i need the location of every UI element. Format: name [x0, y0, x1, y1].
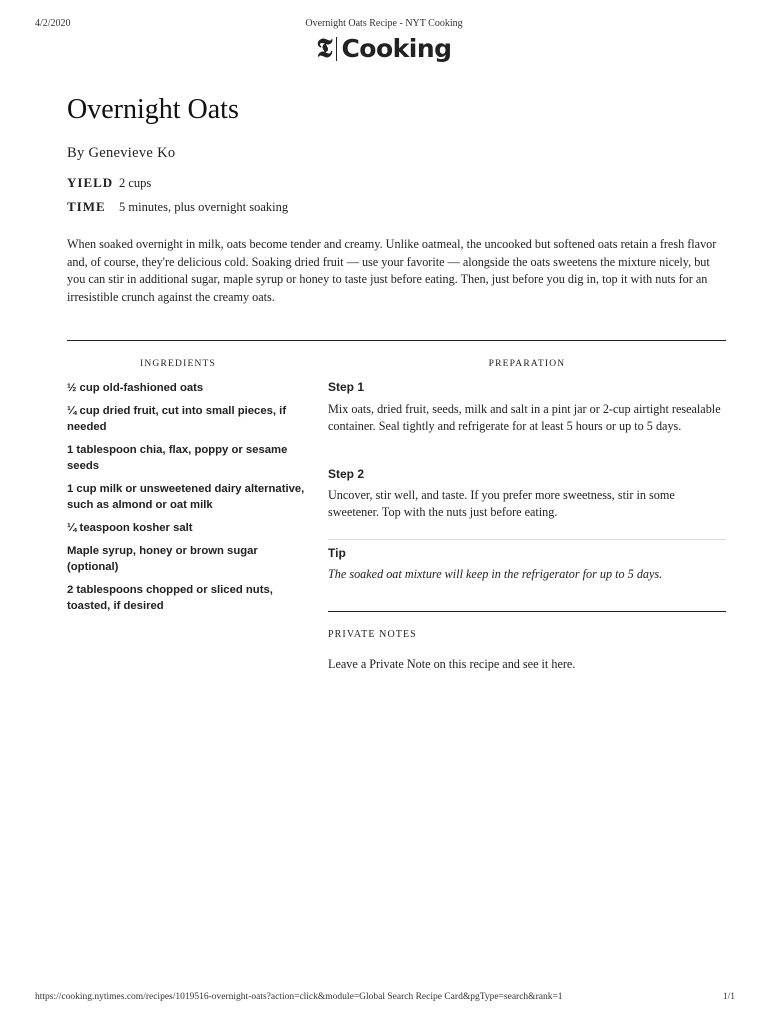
logo-divider [336, 37, 337, 61]
time-label: TIME [67, 199, 106, 214]
print-page-number: 1/1 [722, 992, 735, 1002]
step-1-title: Step 1 [328, 380, 365, 394]
recipe-intro: When soaked overnight in milk, oats become tender and creamy. Unlike oatmeal, the uncooked but softened oats retain a fresh flavor and, of course, they're delicious cold. Soaking dried fruit — use your favorite — alongside the oats sweetens the mixture nicely, but you can stir in additional sugar, maple syrup or honey to taste just before eating. Then, just before you dig in, top it with nuts for an irresistible crunch against the creamy oats. [67, 237, 717, 304]
ingredient-item: 1 tablespoon chia, flax, poppy or sesame seeds [67, 444, 288, 472]
print-page-title: Overnight Oats Recipe - NYT Cooking [305, 18, 463, 29]
ingredient-item: ¼ teaspoon kosher salt [67, 522, 193, 534]
time-value: 5 minutes, plus overnight soaking [119, 200, 289, 214]
recipe-title: Overnight Oats [67, 94, 239, 125]
recipe-byline: By Genevieve Ko [67, 145, 176, 161]
ingredient-item: 1 cup milk or unsweetened dairy alternative, such as almond or oat milk [67, 483, 305, 511]
ingredient-item: 2 tablespoons chopped or sliced nuts, toasted, if desired [67, 584, 273, 612]
tip-title: Tip [328, 546, 346, 560]
tip-divider [328, 539, 726, 540]
tip-text: The soaked oat mixture will keep in the refrigerator for up to 5 days. [328, 567, 663, 581]
step-2-text: Uncover, stir well, and taste. If you prefer more sweetness, stir in some sweetener. Top with the nuts just before eating. [328, 488, 675, 519]
ingredients-list [67, 380, 312, 621]
step-2-title: Step 2 [328, 467, 365, 481]
print-date: 4/2/2020 [35, 18, 71, 29]
brand-header [0, 34, 768, 68]
section-divider [67, 340, 726, 341]
yield-value: 2 cups [119, 176, 152, 190]
nyt-cooking-logo[interactable] [316, 34, 451, 63]
print-footer-url: https://cooking.nytimes.com/recipes/1019516-overnight-oats?action=click&module=Global Search Recipe Card&pgType=search&rank=1 [35, 992, 563, 1002]
private-notes-text[interactable]: Leave a Private Note on this recipe and see it here. [328, 657, 576, 671]
ingredient-item: ½ cup old-fashioned oats [67, 382, 204, 394]
preparation-heading: PREPARATION [488, 359, 566, 369]
time-row [67, 199, 288, 215]
yield-row [67, 175, 151, 191]
yield-label: YIELD [67, 175, 114, 190]
ingredients-heading: INGREDIENTS [140, 359, 216, 369]
notes-divider [328, 611, 726, 612]
ingredient-item: Maple syrup, honey or brown sugar (optional) [67, 545, 258, 573]
step-1-text: Mix oats, dried fruit, seeds, milk and salt in a pint jar or 2-cup airtight resealable container. Seal tightly and refrigerate for at least 5 hours or up to 5 days. [328, 402, 721, 433]
ingredient-item: ¼ cup dried fruit, cut into small pieces, if needed [67, 405, 287, 433]
private-notes-heading: PRIVATE NOTES [328, 629, 417, 640]
cooking-wordmark: Cooking [341, 34, 452, 63]
nyt-t-logo-icon: 𝕿 [316, 33, 333, 64]
